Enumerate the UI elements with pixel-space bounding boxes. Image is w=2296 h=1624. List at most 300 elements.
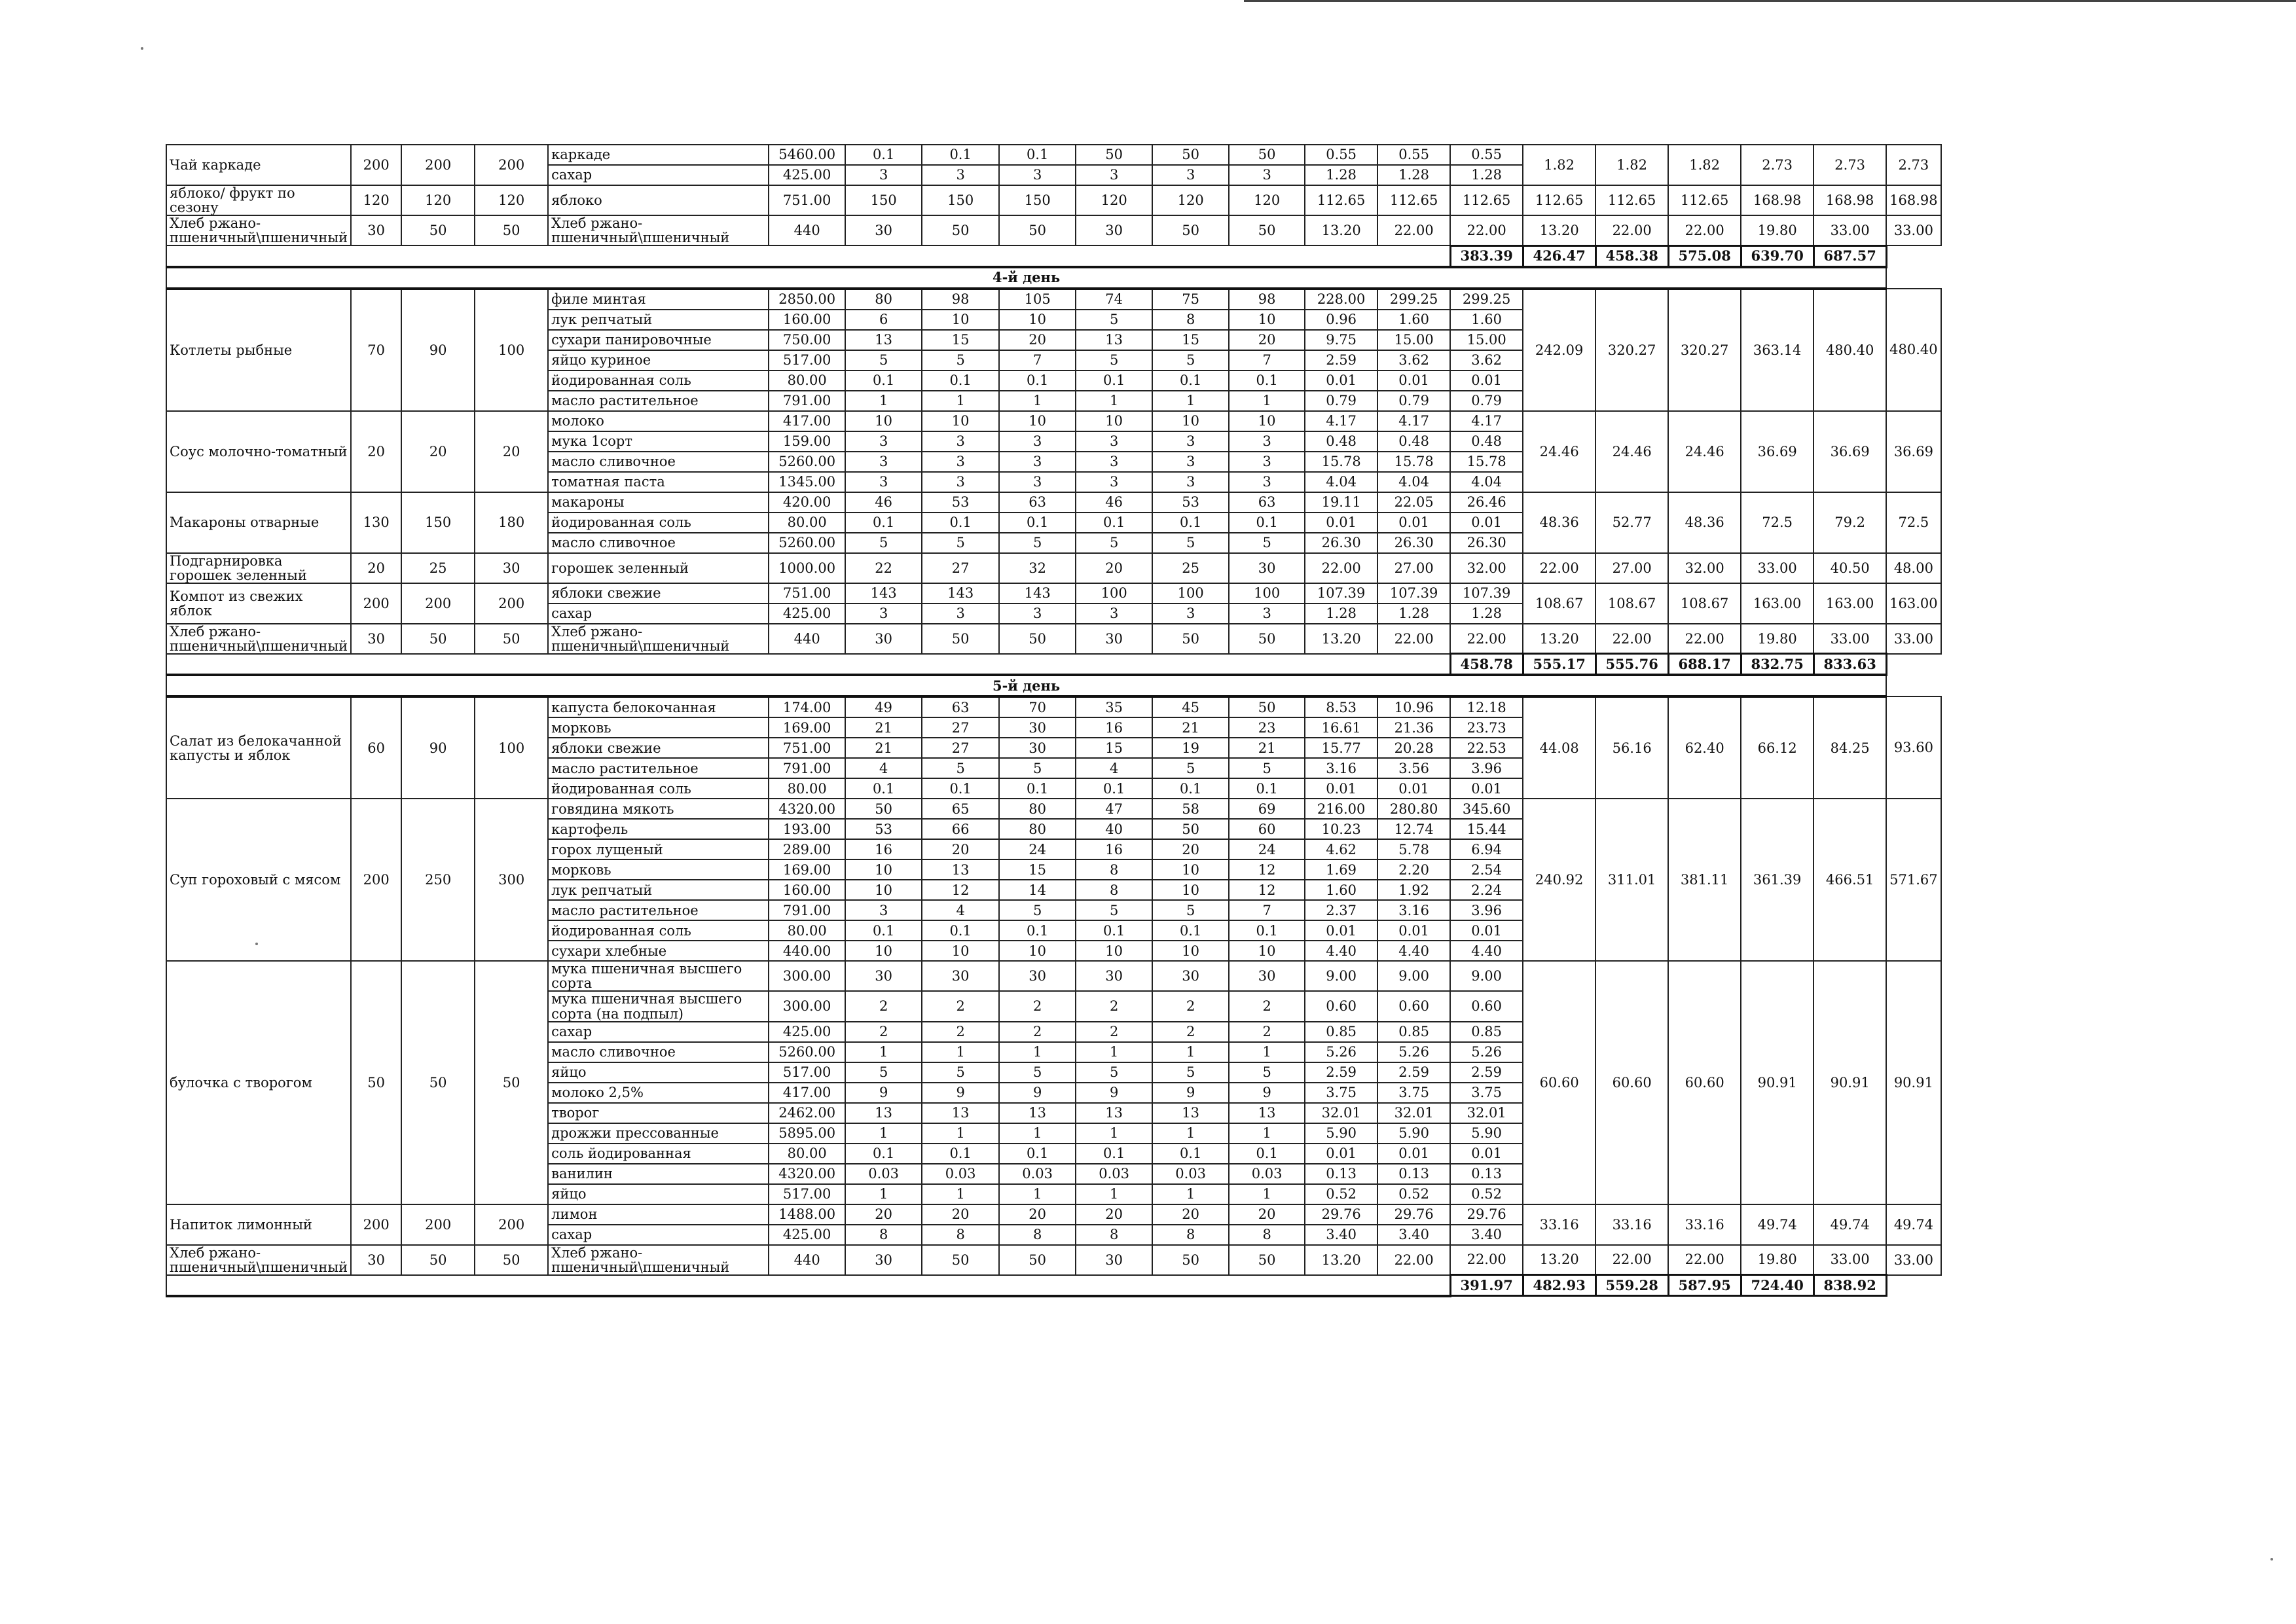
product-cost: 0.13	[1450, 1164, 1523, 1184]
product-gross-weight: 5	[1229, 758, 1305, 778]
product-cost: 23.73	[1450, 717, 1523, 738]
product-price: 417.00	[769, 411, 845, 431]
product-gross-weight: 10	[1152, 880, 1229, 900]
product-cost: 6.94	[1450, 839, 1523, 859]
product-price: 5895.00	[769, 1123, 845, 1144]
product-gross-weight: 20	[922, 839, 999, 859]
product-name: йодированная соль	[548, 370, 769, 391]
dish-total-cost: 2.73	[1886, 145, 1941, 185]
dish-total-cost: 90.91	[1741, 961, 1813, 1204]
product-gross-weight: 0.1	[845, 920, 922, 941]
portion-size: 250	[401, 799, 475, 961]
product-cost: 0.01	[1450, 1144, 1523, 1164]
dish-total-cost: 72.5	[1741, 492, 1813, 553]
product-gross-weight: 19	[1152, 738, 1229, 758]
dish-total-cost: 22.00	[1668, 215, 1741, 245]
product-cost: 107.39	[1377, 583, 1450, 604]
product-gross-weight: 15	[922, 330, 999, 350]
product-gross-weight: 10	[922, 941, 999, 961]
product-price: 4320.00	[769, 799, 845, 819]
product-cost: 0.52	[1305, 1184, 1377, 1204]
day-total-value: 555.76	[1595, 654, 1668, 676]
dish-total-cost: 19.80	[1741, 1245, 1813, 1275]
scan-edge-line	[1244, 0, 2296, 2]
product-gross-weight: 58	[1152, 799, 1229, 819]
day-title: 5-й день	[166, 675, 1886, 696]
product-gross-weight: 2	[845, 1022, 922, 1042]
product-gross-weight: 0.1	[1076, 920, 1152, 941]
product-cost: 26.30	[1450, 533, 1523, 553]
product-cost: 4.17	[1377, 411, 1450, 431]
dish-total-cost: 60.60	[1523, 961, 1595, 1204]
product-gross-weight: 5	[1152, 533, 1229, 553]
product-cost: 13.20	[1305, 215, 1377, 245]
dish-total-cost: 90.91	[1886, 961, 1941, 1204]
product-cost: 12.74	[1377, 819, 1450, 839]
dish-name: Макароны отварные	[166, 492, 351, 553]
product-gross-weight: 1	[1076, 1042, 1152, 1062]
product-price: 160.00	[769, 880, 845, 900]
product-gross-weight: 20	[1229, 330, 1305, 350]
product-gross-weight: 30	[1076, 961, 1152, 991]
dish-total-cost: 13.20	[1523, 1245, 1595, 1275]
product-gross-weight: 2	[999, 991, 1076, 1021]
product-cost: 8.53	[1305, 696, 1377, 717]
product-name: яйцо	[548, 1062, 769, 1083]
product-cost: 228.00	[1305, 289, 1377, 310]
product-cost: 22.00	[1377, 624, 1450, 654]
product-cost: 15.78	[1305, 452, 1377, 472]
product-gross-weight: 13	[1076, 1103, 1152, 1123]
product-cost: 22.00	[1450, 1245, 1523, 1275]
product-gross-weight: 13	[845, 330, 922, 350]
product-price: 300.00	[769, 991, 845, 1021]
product-cost: 2.59	[1450, 1062, 1523, 1083]
dish-total-cost: 33.00	[1886, 1245, 1941, 1275]
product-cost: 0.13	[1305, 1164, 1377, 1184]
dish-name: Напиток лимонный	[166, 1204, 351, 1245]
product-cost: 16.61	[1305, 717, 1377, 738]
product-cost: 0.01	[1377, 370, 1450, 391]
product-gross-weight: 60	[1229, 819, 1305, 839]
product-gross-weight: 100	[1152, 583, 1229, 604]
total-spacer	[166, 654, 1450, 676]
day-total-value: 838.92	[1813, 1275, 1886, 1296]
portion-size: 60	[351, 696, 401, 799]
portion-size: 50	[475, 215, 548, 245]
product-gross-weight: 30	[999, 738, 1076, 758]
product-gross-weight: 7	[999, 350, 1076, 370]
product-cost: 0.01	[1305, 370, 1377, 391]
product-gross-weight: 15	[1076, 738, 1152, 758]
table-row	[166, 553, 1941, 583]
portion-size: 50	[401, 624, 475, 654]
product-price: 80.00	[769, 513, 845, 533]
product-gross-weight: 1	[845, 1184, 922, 1204]
product-cost: 15.44	[1450, 819, 1523, 839]
product-cost: 4.40	[1450, 941, 1523, 961]
product-gross-weight: 5	[1152, 900, 1229, 920]
product-gross-weight: 10	[1152, 411, 1229, 431]
product-cost: 3.75	[1450, 1083, 1523, 1103]
product-price: 425.00	[769, 1225, 845, 1245]
product-gross-weight: 5	[845, 533, 922, 553]
portion-size: 30	[475, 553, 548, 583]
dish-total-cost: 24.46	[1668, 411, 1741, 492]
product-price: 417.00	[769, 1083, 845, 1103]
product-gross-weight: 2	[922, 1022, 999, 1042]
product-cost: 0.60	[1450, 991, 1523, 1021]
product-cost: 0.01	[1377, 513, 1450, 533]
dish-total-cost: 112.65	[1668, 185, 1741, 215]
day-total-value: 391.97	[1450, 1275, 1523, 1296]
product-price: 169.00	[769, 859, 845, 880]
product-gross-weight: 30	[845, 215, 922, 245]
product-gross-weight: 50	[1152, 1245, 1229, 1275]
product-cost: 2.54	[1450, 859, 1523, 880]
product-cost: 5.90	[1450, 1123, 1523, 1144]
portion-size: 200	[401, 145, 475, 185]
product-cost: 299.25	[1377, 289, 1450, 310]
product-gross-weight: 0.1	[999, 778, 1076, 799]
product-gross-weight: 120	[1076, 185, 1152, 215]
product-gross-weight: 0.1	[845, 778, 922, 799]
product-cost: 112.65	[1377, 185, 1450, 215]
product-gross-weight: 8	[1076, 1225, 1152, 1245]
product-price: 1345.00	[769, 472, 845, 492]
dish-total-cost: 108.67	[1668, 583, 1741, 624]
product-cost: 2.59	[1305, 350, 1377, 370]
product-gross-weight: 35	[1076, 696, 1152, 717]
dish-name: Хлеб ржано-пшеничный\пшеничный	[166, 215, 351, 245]
product-cost: 5.26	[1305, 1042, 1377, 1062]
product-gross-weight: 10	[845, 859, 922, 880]
product-cost: 2.59	[1377, 1062, 1450, 1083]
product-price: 4320.00	[769, 1164, 845, 1184]
product-name: масло сливочное	[548, 1042, 769, 1062]
product-price: 440	[769, 1245, 845, 1275]
dish-total-cost: 56.16	[1595, 696, 1668, 799]
product-cost: 3.16	[1377, 900, 1450, 920]
product-gross-weight: 10	[1076, 411, 1152, 431]
product-cost: 0.01	[1450, 920, 1523, 941]
product-gross-weight: 16	[1076, 839, 1152, 859]
product-gross-weight: 3	[922, 472, 999, 492]
product-gross-weight: 5	[999, 900, 1076, 920]
product-cost: 21.36	[1377, 717, 1450, 738]
product-cost: 0.01	[1450, 370, 1523, 391]
product-name: молоко	[548, 411, 769, 431]
product-name: филе минтая	[548, 289, 769, 310]
dish-total-cost: 27.00	[1595, 553, 1668, 583]
dish-total-cost: 163.00	[1813, 583, 1886, 624]
product-price: 1000.00	[769, 553, 845, 583]
product-cost: 0.48	[1450, 431, 1523, 452]
product-name: яйцо куриное	[548, 350, 769, 370]
product-gross-weight: 20	[1152, 839, 1229, 859]
product-gross-weight: 10	[1229, 310, 1305, 330]
product-cost: 1.28	[1305, 604, 1377, 624]
portion-size: 90	[401, 696, 475, 799]
product-cost: 1.60	[1377, 310, 1450, 330]
dish-name: Салат из белокачанной капусты и яблок	[166, 696, 351, 799]
product-cost: 107.39	[1450, 583, 1523, 604]
dish-total-cost: 19.80	[1741, 215, 1813, 245]
product-price: 750.00	[769, 330, 845, 350]
product-gross-weight: 5	[1076, 533, 1152, 553]
portion-size: 20	[351, 411, 401, 492]
product-gross-weight: 2	[1229, 1022, 1305, 1042]
product-gross-weight: 30	[922, 961, 999, 991]
dish-total-cost: 79.2	[1813, 492, 1886, 553]
dish-total-cost: 90.91	[1813, 961, 1886, 1204]
product-gross-weight: 2	[1152, 991, 1229, 1021]
portion-size: 90	[401, 289, 475, 411]
scan-speck	[141, 47, 143, 50]
total-spacer	[166, 245, 1450, 267]
product-gross-weight: 13	[999, 1103, 1076, 1123]
product-name: масло растительное	[548, 900, 769, 920]
dish-total-cost: 60.60	[1668, 961, 1741, 1204]
dish-total-cost: 22.00	[1668, 1245, 1741, 1275]
product-name: дрожжи прессованные	[548, 1123, 769, 1144]
product-gross-weight: 0.1	[999, 370, 1076, 391]
portion-size: 50	[475, 1245, 548, 1275]
dish-total-cost: 44.08	[1523, 696, 1595, 799]
product-gross-weight: 4	[1076, 758, 1152, 778]
product-gross-weight: 0.1	[1076, 778, 1152, 799]
product-price: 791.00	[769, 758, 845, 778]
product-gross-weight: 46	[845, 492, 922, 513]
product-cost: 22.00	[1305, 553, 1377, 583]
product-name: мука 1сорт	[548, 431, 769, 452]
product-gross-weight: 3	[1229, 452, 1305, 472]
dish-total-cost: 33.00	[1813, 624, 1886, 654]
dish-name: Чай каркаде	[166, 145, 351, 185]
product-gross-weight: 3	[1152, 472, 1229, 492]
product-gross-weight: 75	[1152, 289, 1229, 310]
portion-size: 30	[351, 624, 401, 654]
product-price: 80.00	[769, 920, 845, 941]
product-gross-weight: 0.1	[922, 1144, 999, 1164]
product-gross-weight: 10	[845, 941, 922, 961]
product-cost: 0.13	[1377, 1164, 1450, 1184]
product-gross-weight: 2	[1229, 991, 1305, 1021]
product-gross-weight: 9	[999, 1083, 1076, 1103]
product-cost: 0.60	[1305, 991, 1377, 1021]
product-cost: 112.65	[1450, 185, 1523, 215]
product-cost: 4.40	[1377, 941, 1450, 961]
product-gross-weight: 150	[999, 185, 1076, 215]
portion-size: 50	[475, 961, 548, 1204]
product-gross-weight: 20	[922, 1204, 999, 1225]
product-gross-weight: 50	[1076, 145, 1152, 165]
product-gross-weight: 53	[922, 492, 999, 513]
product-cost: 9.75	[1305, 330, 1377, 350]
product-cost: 0.55	[1450, 145, 1523, 165]
product-gross-weight: 3	[922, 604, 999, 624]
product-gross-weight: 80	[999, 819, 1076, 839]
product-gross-weight: 16	[1076, 717, 1152, 738]
product-name: сухари панировочные	[548, 330, 769, 350]
dish-total-cost: 22.00	[1595, 1245, 1668, 1275]
dish-total-cost: 33.16	[1523, 1204, 1595, 1245]
product-gross-weight: 45	[1152, 696, 1229, 717]
product-cost: 0.52	[1377, 1184, 1450, 1204]
table-row	[166, 1245, 1941, 1275]
dish-total-cost: 381.11	[1668, 799, 1741, 961]
product-gross-weight: 25	[1152, 553, 1229, 583]
product-gross-weight: 70	[999, 696, 1076, 717]
product-gross-weight: 2	[999, 1022, 1076, 1042]
product-price: 2850.00	[769, 289, 845, 310]
table-row	[166, 961, 1941, 991]
product-gross-weight: 3	[845, 431, 922, 452]
product-gross-weight: 0.1	[1152, 920, 1229, 941]
product-name: Хлеб ржано-пшеничный\пшеничный	[548, 215, 769, 245]
table-row	[166, 145, 1941, 165]
day-header-row	[166, 267, 1941, 289]
dish-total-cost: 22.00	[1595, 215, 1668, 245]
product-gross-weight: 10	[1076, 941, 1152, 961]
product-cost: 13.20	[1305, 624, 1377, 654]
product-gross-weight: 3	[922, 165, 999, 185]
product-cost: 15.78	[1450, 452, 1523, 472]
product-name: морковь	[548, 859, 769, 880]
table-row	[166, 624, 1941, 654]
product-gross-weight: 3	[845, 452, 922, 472]
product-gross-weight: 0.1	[999, 920, 1076, 941]
portion-size: 20	[475, 411, 548, 492]
product-gross-weight: 0.1	[845, 145, 922, 165]
product-gross-weight: 20	[1229, 1204, 1305, 1225]
product-gross-weight: 3	[999, 165, 1076, 185]
product-cost: 1.28	[1305, 165, 1377, 185]
product-gross-weight: 50	[922, 215, 999, 245]
dish-total-cost: 466.51	[1813, 799, 1886, 961]
product-gross-weight: 100	[1076, 583, 1152, 604]
product-cost: 19.11	[1305, 492, 1377, 513]
product-cost: 9.00	[1305, 961, 1377, 991]
product-gross-weight: 1	[1076, 391, 1152, 411]
dish-total-cost: 33.00	[1741, 553, 1813, 583]
product-gross-weight: 5	[845, 1062, 922, 1083]
product-gross-weight: 4	[922, 900, 999, 920]
product-cost: 15.00	[1450, 330, 1523, 350]
portion-size: 200	[351, 1204, 401, 1245]
dish-total-cost: 320.27	[1595, 289, 1668, 411]
dish-total-cost: 1.82	[1523, 145, 1595, 185]
product-gross-weight: 66	[922, 819, 999, 839]
product-gross-weight: 12	[922, 880, 999, 900]
day-total-value: 688.17	[1668, 654, 1741, 676]
product-gross-weight: 3	[1229, 165, 1305, 185]
product-gross-weight: 3	[1152, 431, 1229, 452]
dish-total-cost: 112.65	[1523, 185, 1595, 215]
portion-size: 120	[401, 185, 475, 215]
product-name: сахар	[548, 604, 769, 624]
dish-total-cost: 19.80	[1741, 624, 1813, 654]
product-price: 440	[769, 624, 845, 654]
product-price: 159.00	[769, 431, 845, 452]
product-gross-weight: 50	[1152, 215, 1229, 245]
product-cost: 1.92	[1377, 880, 1450, 900]
product-gross-weight: 1	[922, 1123, 999, 1144]
product-price: 5260.00	[769, 533, 845, 553]
product-gross-weight: 1	[845, 391, 922, 411]
product-price: 5460.00	[769, 145, 845, 165]
product-price: 1488.00	[769, 1204, 845, 1225]
product-gross-weight: 150	[845, 185, 922, 215]
product-cost: 32.00	[1450, 553, 1523, 583]
dish-name: яблоко/ фрукт по сезону	[166, 185, 351, 215]
product-gross-weight: 3	[1076, 604, 1152, 624]
dish-total-cost: 22.00	[1668, 624, 1741, 654]
portion-size: 100	[475, 289, 548, 411]
dish-total-cost: 33.00	[1813, 215, 1886, 245]
day-total-value: 832.75	[1741, 654, 1813, 676]
dish-name: Компот из свежих яблок	[166, 583, 351, 624]
product-cost: 0.48	[1305, 431, 1377, 452]
product-gross-weight: 9	[1229, 1083, 1305, 1103]
dish-total-cost: 60.60	[1595, 961, 1668, 1204]
product-cost: 112.65	[1305, 185, 1377, 215]
portion-size: 120	[475, 185, 548, 215]
product-gross-weight: 98	[1229, 289, 1305, 310]
product-name: йодированная соль	[548, 778, 769, 799]
product-gross-weight: 1	[922, 1042, 999, 1062]
product-gross-weight: 0.1	[922, 145, 999, 165]
portion-size: 20	[351, 553, 401, 583]
product-cost: 27.00	[1377, 553, 1450, 583]
product-cost: 0.01	[1450, 513, 1523, 533]
product-gross-weight: 13	[1152, 1103, 1229, 1123]
product-gross-weight: 0.1	[1229, 920, 1305, 941]
product-name: лук репчатый	[548, 310, 769, 330]
product-gross-weight: 8	[1152, 310, 1229, 330]
product-gross-weight: 120	[1152, 185, 1229, 215]
product-gross-weight: 20	[1076, 1204, 1152, 1225]
dish-total-cost: 33.00	[1813, 1245, 1886, 1275]
product-gross-weight: 8	[1152, 1225, 1229, 1245]
product-gross-weight: 3	[845, 604, 922, 624]
portion-size: 200	[475, 583, 548, 624]
product-gross-weight: 21	[845, 717, 922, 738]
product-gross-weight: 22	[845, 553, 922, 583]
dish-total-cost: 240.92	[1523, 799, 1595, 961]
product-gross-weight: 80	[845, 289, 922, 310]
day-total-value: 575.08	[1668, 245, 1741, 267]
product-gross-weight: 50	[999, 1245, 1076, 1275]
dish-total-cost: 24.46	[1523, 411, 1595, 492]
product-cost: 15.77	[1305, 738, 1377, 758]
product-gross-weight: 3	[1152, 165, 1229, 185]
product-gross-weight: 0.1	[1076, 370, 1152, 391]
product-cost: 1.28	[1377, 165, 1450, 185]
product-gross-weight: 5	[922, 758, 999, 778]
day-total-value: 833.63	[1813, 654, 1886, 676]
product-gross-weight: 20	[1152, 1204, 1229, 1225]
product-cost: 3.16	[1305, 758, 1377, 778]
dish-total-cost: 93.60	[1886, 696, 1941, 799]
product-cost: 22.00	[1377, 215, 1450, 245]
product-price: 5260.00	[769, 452, 845, 472]
product-gross-weight: 30	[1152, 961, 1229, 991]
dish-name: булочка с творогом	[166, 961, 351, 1204]
table-row	[166, 215, 1941, 245]
product-cost: 32.01	[1305, 1103, 1377, 1123]
product-gross-weight: 0.1	[922, 370, 999, 391]
